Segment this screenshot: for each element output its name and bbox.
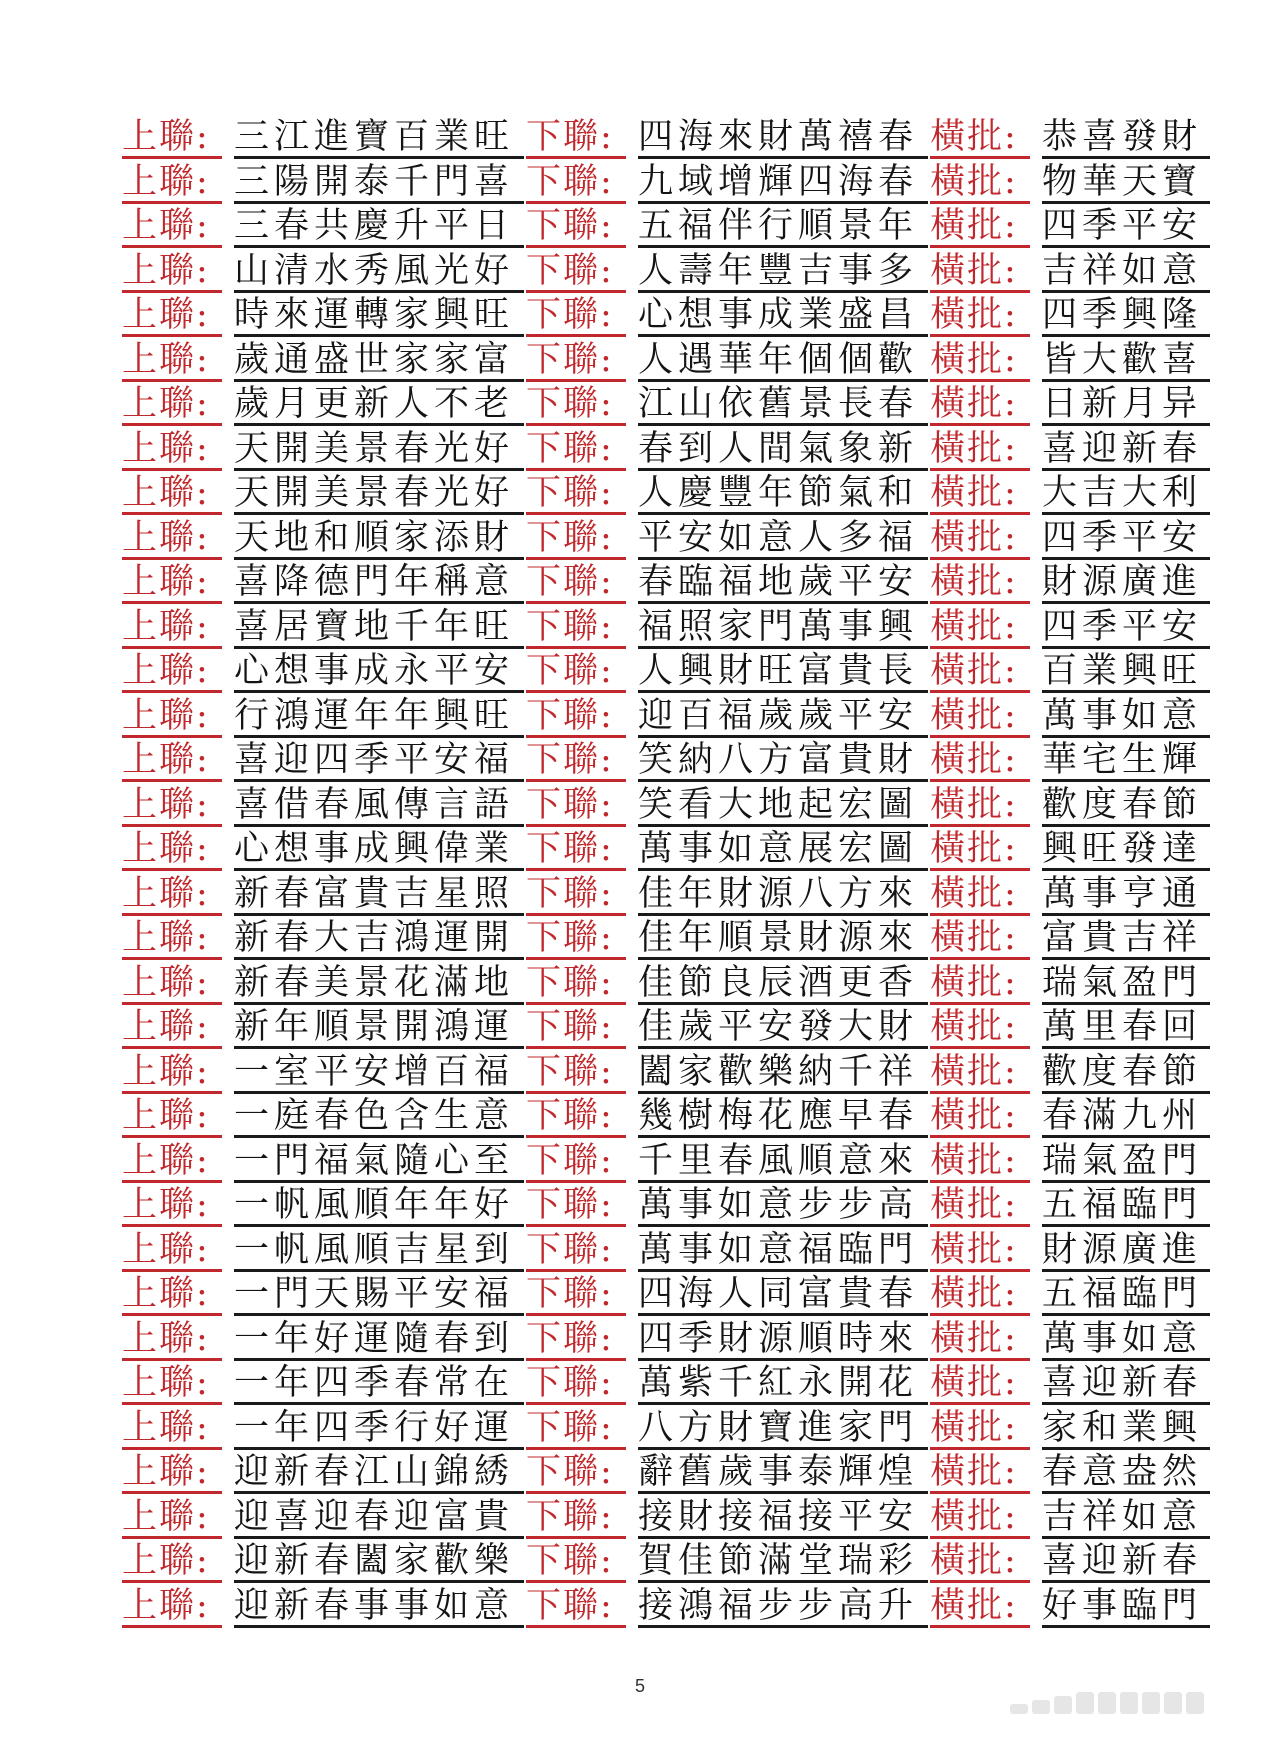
upper-couplet: 喜居寶地千年旺: [234, 607, 524, 649]
upper-couplet: 新春富貴吉星照: [234, 874, 524, 916]
horizontal-scroll: 春滿九州: [1042, 1096, 1210, 1138]
lower-couplet: 人慶豐年節氣和: [638, 473, 928, 515]
lower-couplet: 萬事如意步步高: [638, 1185, 928, 1227]
upper-couplet: 一門天賜平安福: [234, 1274, 524, 1316]
upper-label: 上聯:: [122, 1007, 222, 1049]
horizontal-scroll: 喜迎新春: [1042, 429, 1210, 471]
upper-label: 上聯:: [122, 1408, 222, 1450]
horizontal-label: 橫批:: [930, 384, 1030, 426]
upper-label: 上聯:: [122, 1274, 222, 1316]
lower-label: 下聯:: [526, 562, 626, 604]
upper-label: 上聯:: [122, 1141, 222, 1183]
couplet-row: [122, 518, 1210, 563]
upper-couplet: 三江進寶百業旺: [234, 117, 524, 159]
couplet-row: [122, 1497, 1210, 1542]
upper-label: 上聯:: [122, 874, 222, 916]
lower-label: 下聯:: [526, 117, 626, 159]
lower-couplet: 四海來財萬禧春: [638, 117, 928, 159]
couplet-row: [122, 963, 1210, 1008]
lower-label: 下聯:: [526, 1052, 626, 1094]
lower-couplet: 心想事成業盛昌: [638, 295, 928, 337]
couplet-row: [122, 1586, 1210, 1631]
horizontal-scroll: 萬事如意: [1042, 1319, 1210, 1361]
horizontal-label: 橫批:: [930, 518, 1030, 560]
horizontal-label: 橫批:: [930, 1363, 1030, 1405]
upper-couplet: 三陽開泰千門喜: [234, 162, 524, 204]
upper-label: 上聯:: [122, 651, 222, 693]
horizontal-label: 橫批:: [930, 562, 1030, 604]
couplet-row: [122, 1319, 1210, 1364]
couplet-row: [122, 740, 1210, 785]
lower-couplet: 佳節良辰酒更香: [638, 963, 928, 1005]
lower-couplet: 佳年財源八方來: [638, 874, 928, 916]
lower-label: 下聯:: [526, 340, 626, 382]
lower-label: 下聯:: [526, 1408, 626, 1450]
upper-couplet: 喜迎四季平安福: [234, 740, 524, 782]
horizontal-label: 橫批:: [930, 607, 1030, 649]
lower-label: 下聯:: [526, 473, 626, 515]
lower-label: 下聯:: [526, 918, 626, 960]
upper-label: 上聯:: [122, 340, 222, 382]
upper-label: 上聯:: [122, 1230, 222, 1272]
horizontal-label: 橫批:: [930, 1497, 1030, 1539]
lower-label: 下聯:: [526, 1230, 626, 1272]
upper-couplet: 一庭春色含生意: [234, 1096, 524, 1138]
horizontal-scroll: 喜迎新春: [1042, 1363, 1210, 1405]
horizontal-scroll: 歡度春節: [1042, 785, 1210, 827]
horizontal-scroll: 吉祥如意: [1042, 251, 1210, 293]
upper-couplet: 一門福氣隨心至: [234, 1141, 524, 1183]
lower-label: 下聯:: [526, 740, 626, 782]
upper-label: 上聯:: [122, 1096, 222, 1138]
upper-couplet: 心想事成永平安: [234, 651, 524, 693]
couplet-row: [122, 1096, 1210, 1141]
lower-couplet: 賀佳節滿堂瑞彩: [638, 1541, 928, 1583]
horizontal-scroll: 四季平安: [1042, 607, 1210, 649]
lower-couplet: 人壽年豐吉事多: [638, 251, 928, 293]
horizontal-label: 橫批:: [930, 1096, 1030, 1138]
horizontal-scroll: 四季平安: [1042, 518, 1210, 560]
upper-label: 上聯:: [122, 918, 222, 960]
lower-label: 下聯:: [526, 607, 626, 649]
couplet-row: [122, 1052, 1210, 1097]
couplet-row: [122, 562, 1210, 607]
horizontal-label: 橫批:: [930, 918, 1030, 960]
lower-label: 下聯:: [526, 1363, 626, 1405]
lower-label: 下聯:: [526, 1007, 626, 1049]
upper-couplet: 一年四季春常在: [234, 1363, 524, 1405]
horizontal-scroll: 萬事亨通: [1042, 874, 1210, 916]
upper-label: 上聯:: [122, 562, 222, 604]
couplet-row: [122, 1141, 1210, 1186]
upper-couplet: 一帆風順年年好: [234, 1185, 524, 1227]
upper-couplet: 喜借春風傳言語: [234, 785, 524, 827]
upper-label: 上聯:: [122, 607, 222, 649]
lower-label: 下聯:: [526, 1586, 626, 1628]
lower-label: 下聯:: [526, 162, 626, 204]
upper-label: 上聯:: [122, 1541, 222, 1583]
lower-label: 下聯:: [526, 1319, 626, 1361]
lower-couplet: 幾樹梅花應早春: [638, 1096, 928, 1138]
horizontal-label: 橫批:: [930, 1408, 1030, 1450]
upper-couplet: 迎新春闔家歡樂: [234, 1541, 524, 1583]
horizontal-scroll: 瑞氣盈門: [1042, 963, 1210, 1005]
lower-couplet: 福照家門萬事興: [638, 607, 928, 649]
lower-label: 下聯:: [526, 696, 626, 738]
couplet-row: [122, 1274, 1210, 1319]
upper-label: 上聯:: [122, 251, 222, 293]
upper-couplet: 歲月更新人不老: [234, 384, 524, 426]
horizontal-scroll: 四季興隆: [1042, 295, 1210, 337]
lower-couplet: 人遇華年個個歡: [638, 340, 928, 382]
horizontal-label: 橫批:: [930, 740, 1030, 782]
couplet-row: [122, 1408, 1210, 1453]
horizontal-label: 橫批:: [930, 785, 1030, 827]
lower-couplet: 四海人同富貴春: [638, 1274, 928, 1316]
horizontal-label: 橫批:: [930, 1274, 1030, 1316]
horizontal-label: 橫批:: [930, 1319, 1030, 1361]
upper-couplet: 三春共慶升平日: [234, 206, 524, 248]
horizontal-label: 橫批:: [930, 251, 1030, 293]
horizontal-label: 橫批:: [930, 1230, 1030, 1272]
couplet-row: [122, 651, 1210, 696]
lower-label: 下聯:: [526, 1274, 626, 1316]
horizontal-scroll: 喜迎新春: [1042, 1541, 1210, 1583]
lower-label: 下聯:: [526, 1497, 626, 1539]
horizontal-label: 橫批:: [930, 1541, 1030, 1583]
upper-couplet: 時來運轉家興旺: [234, 295, 524, 337]
horizontal-label: 橫批:: [930, 429, 1030, 471]
lower-label: 下聯:: [526, 1141, 626, 1183]
upper-label: 上聯:: [122, 473, 222, 515]
upper-label: 上聯:: [122, 740, 222, 782]
lower-couplet: 人興財旺富貴長: [638, 651, 928, 693]
horizontal-scroll: 恭喜發財: [1042, 117, 1210, 159]
lower-label: 下聯:: [526, 251, 626, 293]
page-number: 5: [634, 1676, 645, 1696]
couplet-row: [122, 829, 1210, 874]
upper-label: 上聯:: [122, 295, 222, 337]
horizontal-scroll: 萬里春回: [1042, 1007, 1210, 1049]
lower-label: 下聯:: [526, 1541, 626, 1583]
couplet-row: [122, 473, 1210, 518]
upper-couplet: 喜降德門年稱意: [234, 562, 524, 604]
horizontal-scroll: 興旺發達: [1042, 829, 1210, 871]
upper-couplet: 天開美景春光好: [234, 429, 524, 471]
horizontal-label: 橫批:: [930, 963, 1030, 1005]
horizontal-scroll: 五福臨門: [1042, 1274, 1210, 1316]
horizontal-scroll: 富貴吉祥: [1042, 918, 1210, 960]
upper-label: 上聯:: [122, 518, 222, 560]
lower-label: 下聯:: [526, 829, 626, 871]
upper-label: 上聯:: [122, 429, 222, 471]
horizontal-label: 橫批:: [930, 340, 1030, 382]
horizontal-scroll: 物華天寶: [1042, 162, 1210, 204]
lower-couplet: 辭舊歲事泰輝煌: [638, 1452, 928, 1494]
lower-label: 下聯:: [526, 1185, 626, 1227]
horizontal-scroll: 萬事如意: [1042, 696, 1210, 738]
horizontal-scroll: 吉祥如意: [1042, 1497, 1210, 1539]
lower-couplet: 平安如意人多福: [638, 518, 928, 560]
horizontal-scroll: 家和業興: [1042, 1408, 1210, 1450]
horizontal-label: 橫批:: [930, 1452, 1030, 1494]
horizontal-scroll: 大吉大利: [1042, 473, 1210, 515]
horizontal-scroll: 財源廣進: [1042, 1230, 1210, 1272]
upper-label: 上聯:: [122, 384, 222, 426]
couplet-row: [122, 1452, 1210, 1497]
upper-couplet: 新年順景開鴻運: [234, 1007, 524, 1049]
watermark-bars: [1010, 1690, 1250, 1714]
lower-label: 下聯:: [526, 963, 626, 1005]
upper-label: 上聯:: [122, 206, 222, 248]
upper-couplet: 歲通盛世家家富: [234, 340, 524, 382]
lower-couplet: 四季財源順時來: [638, 1319, 928, 1361]
horizontal-label: 橫批:: [930, 1007, 1030, 1049]
upper-label: 上聯:: [122, 696, 222, 738]
horizontal-label: 橫批:: [930, 696, 1030, 738]
horizontal-label: 橫批:: [930, 1586, 1030, 1628]
horizontal-scroll: 春意盎然: [1042, 1452, 1210, 1494]
upper-couplet: 一帆風順吉星到: [234, 1230, 524, 1272]
upper-couplet: 迎新春事事如意: [234, 1586, 524, 1628]
lower-couplet: 春到人間氣象新: [638, 429, 928, 471]
upper-label: 上聯:: [122, 1319, 222, 1361]
lower-couplet: 春臨福地歲平安: [638, 562, 928, 604]
lower-couplet: 九域增輝四海春: [638, 162, 928, 204]
upper-label: 上聯:: [122, 1497, 222, 1539]
upper-couplet: 行鴻運年年興旺: [234, 696, 524, 738]
horizontal-scroll: 好事臨門: [1042, 1586, 1210, 1628]
lower-couplet: 笑納八方富貴財: [638, 740, 928, 782]
upper-couplet: 心想事成興偉業: [234, 829, 524, 871]
lower-couplet: 八方財寶進家門: [638, 1408, 928, 1450]
upper-couplet: 山清水秀風光好: [234, 251, 524, 293]
upper-couplet: 一年好運隨春到: [234, 1319, 524, 1361]
lower-label: 下聯:: [526, 206, 626, 248]
upper-label: 上聯:: [122, 117, 222, 159]
lower-couplet: 五福伴行順景年: [638, 206, 928, 248]
upper-couplet: 新春大吉鴻運開: [234, 918, 524, 960]
lower-couplet: 千里春風順意來: [638, 1141, 928, 1183]
couplet-row: [122, 251, 1210, 296]
upper-label: 上聯:: [122, 1185, 222, 1227]
couplet-row: [122, 1230, 1210, 1275]
lower-couplet: 佳年順景財源來: [638, 918, 928, 960]
upper-label: 上聯:: [122, 1452, 222, 1494]
upper-label: 上聯:: [122, 162, 222, 204]
upper-label: 上聯:: [122, 1363, 222, 1405]
upper-couplet: 一室平安增百福: [234, 1052, 524, 1094]
couplet-row: [122, 384, 1210, 429]
upper-couplet: 新春美景花滿地: [234, 963, 524, 1005]
lower-label: 下聯:: [526, 785, 626, 827]
horizontal-scroll: 四季平安: [1042, 206, 1210, 248]
lower-couplet: 笑看大地起宏圖: [638, 785, 928, 827]
lower-label: 下聯:: [526, 1452, 626, 1494]
upper-couplet: 一年四季行好運: [234, 1408, 524, 1450]
lower-label: 下聯:: [526, 651, 626, 693]
horizontal-scroll: 瑞氣盈門: [1042, 1141, 1210, 1183]
couplet-row: [122, 918, 1210, 963]
couplet-row: [122, 206, 1210, 251]
lower-label: 下聯:: [526, 874, 626, 916]
horizontal-label: 橫批:: [930, 829, 1030, 871]
horizontal-label: 橫批:: [930, 117, 1030, 159]
upper-label: 上聯:: [122, 829, 222, 871]
lower-couplet: 佳歲平安發大財: [638, 1007, 928, 1049]
lower-couplet: 萬事如意福臨門: [638, 1230, 928, 1272]
couplet-row: [122, 429, 1210, 474]
horizontal-label: 橫批:: [930, 1141, 1030, 1183]
couplet-row: [122, 1185, 1210, 1230]
upper-label: 上聯:: [122, 963, 222, 1005]
horizontal-label: 橫批:: [930, 206, 1030, 248]
horizontal-label: 橫批:: [930, 1052, 1030, 1094]
couplet-row: [122, 785, 1210, 830]
upper-couplet: 迎喜迎春迎富貴: [234, 1497, 524, 1539]
lower-couplet: 迎百福歲歲平安: [638, 696, 928, 738]
lower-couplet: 江山依舊景長春: [638, 384, 928, 426]
lower-couplet: 接鴻福步步高升: [638, 1586, 928, 1628]
upper-label: 上聯:: [122, 785, 222, 827]
horizontal-scroll: 皆大歡喜: [1042, 340, 1210, 382]
couplet-row: [122, 1541, 1210, 1586]
lower-label: 下聯:: [526, 384, 626, 426]
lower-label: 下聯:: [526, 1096, 626, 1138]
couplet-row: [122, 340, 1210, 385]
horizontal-scroll: 華宅生輝: [1042, 740, 1210, 782]
couplet-table: [122, 117, 1210, 1630]
horizontal-label: 橫批:: [930, 874, 1030, 916]
couplet-row: [122, 1363, 1210, 1408]
couplet-row: [122, 696, 1210, 741]
couplet-row: [122, 1007, 1210, 1052]
lower-label: 下聯:: [526, 429, 626, 471]
upper-couplet: 迎新春江山錦綉: [234, 1452, 524, 1494]
horizontal-label: 橫批:: [930, 162, 1030, 204]
couplet-row: [122, 162, 1210, 207]
lower-label: 下聯:: [526, 518, 626, 560]
horizontal-label: 橫批:: [930, 295, 1030, 337]
couplet-row: [122, 295, 1210, 340]
couplet-row: [122, 607, 1210, 652]
lower-couplet: 萬事如意展宏圖: [638, 829, 928, 871]
lower-couplet: 闔家歡樂納千祥: [638, 1052, 928, 1094]
horizontal-label: 橫批:: [930, 473, 1030, 515]
horizontal-label: 橫批:: [930, 651, 1030, 693]
horizontal-scroll: 五福臨門: [1042, 1185, 1210, 1227]
upper-couplet: 天開美景春光好: [234, 473, 524, 515]
lower-label: 下聯:: [526, 295, 626, 337]
horizontal-scroll: 百業興旺: [1042, 651, 1210, 693]
upper-couplet: 天地和順家添財: [234, 518, 524, 560]
horizontal-label: 橫批:: [930, 1185, 1030, 1227]
horizontal-scroll: 日新月异: [1042, 384, 1210, 426]
lower-couplet: 萬紫千紅永開花: [638, 1363, 928, 1405]
upper-label: 上聯:: [122, 1586, 222, 1628]
horizontal-scroll: 歡度春節: [1042, 1052, 1210, 1094]
couplet-row: [122, 874, 1210, 919]
lower-couplet: 接財接福接平安: [638, 1497, 928, 1539]
upper-label: 上聯:: [122, 1052, 222, 1094]
horizontal-scroll: 財源廣進: [1042, 562, 1210, 604]
couplet-row: [122, 117, 1210, 162]
